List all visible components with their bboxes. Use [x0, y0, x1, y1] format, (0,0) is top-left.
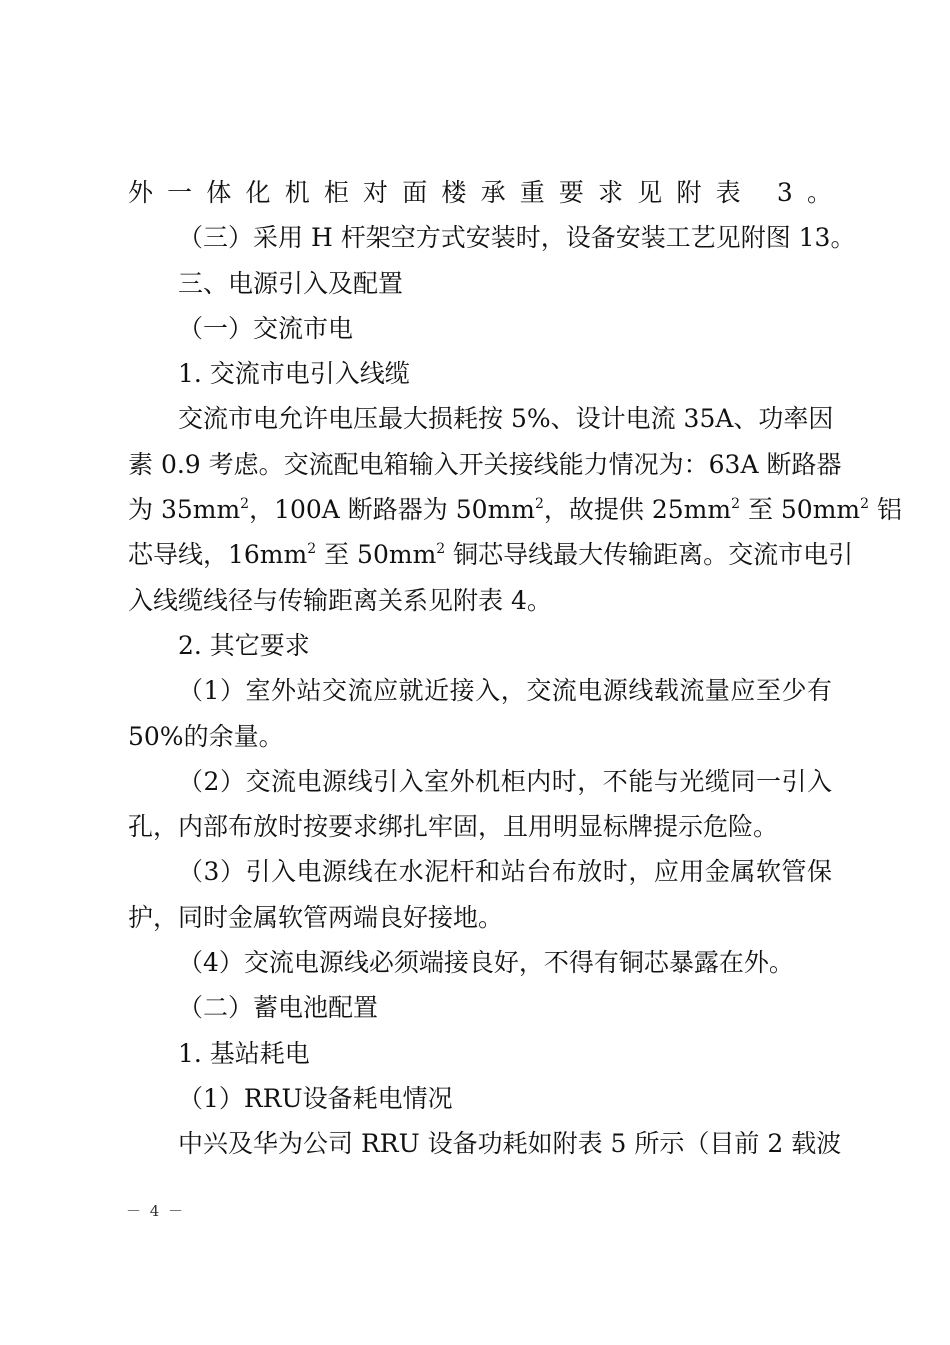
- body-text-line: （4）交流电源线必须端接良好，不得有铜芯暴露在外。: [178, 948, 794, 978]
- section-heading: 三、电源引入及配置: [178, 268, 404, 298]
- text-segment: 铜芯导线最大传输距离。交流市电引: [445, 540, 854, 570]
- body-text-line: 素 0.9 考虑。交流配电箱输入开关接线能力情况为：63A 断路器: [128, 449, 842, 479]
- text-segment: 至 50mm: [740, 495, 861, 525]
- sub-item-heading: （1）RRU设备耗电情况: [178, 1083, 453, 1113]
- numbered-heading: 2. 其它要求: [178, 630, 310, 660]
- text-segment: ，100A 断路器为 50mm: [249, 495, 535, 525]
- superscript: 2: [436, 541, 446, 558]
- body-text-line: 中兴及华为公司 RRU 设备功耗如附表 5 所示（目前 2 载波: [178, 1129, 842, 1159]
- text-segment: 为 35mm: [128, 495, 241, 525]
- text-segment: ，故提供 25mm: [543, 495, 732, 525]
- body-text-line: （3）引入电源线在水泥杆和站台布放时，应用金属软管保: [178, 857, 832, 887]
- body-text-line: 50%的余量。: [128, 721, 284, 751]
- subsection-heading: （二）蓄电池配置: [178, 993, 379, 1023]
- body-text-line: 外一体化机柜对面楼承重要求见附表 3。: [128, 178, 832, 207]
- subsection-heading: （一）交流市电: [178, 313, 354, 343]
- numbered-heading: 1. 交流市电引入线缆: [178, 359, 410, 389]
- page-number: － 4 －: [126, 1202, 186, 1220]
- body-text-line: [128, 487, 902, 532]
- body-text-line: 交流市电允许电压最大损耗按 5%、设计电流 35A、功率因: [178, 404, 834, 434]
- superscript: 2: [307, 541, 317, 558]
- body-text-line: （1）室外站交流应就近接入，交流电源线载流量应至少有: [178, 676, 832, 706]
- numbered-heading: 1. 基站耗电: [178, 1038, 310, 1068]
- subsection-heading: （三）采用 H 杆架空方式安装时，设备安装工艺见附图 13。: [178, 223, 856, 253]
- document-body: [128, 170, 902, 1167]
- body-text-line: 入线缆线径与传输距离关系见附表 4。: [128, 585, 552, 615]
- body-text-line: [128, 532, 854, 577]
- superscript: 2: [860, 496, 870, 513]
- text-segment: 至 50mm: [316, 540, 437, 570]
- superscript: 2: [534, 496, 544, 513]
- superscript: 2: [240, 496, 250, 513]
- text-segment: 铝: [869, 495, 902, 525]
- body-text-line: 护，同时金属软管两端良好接地。: [128, 902, 504, 932]
- superscript: 2: [731, 496, 740, 513]
- body-text-line: 孔，内部布放时按要求绑扎牢固，且用明显标牌提示危险。: [128, 812, 779, 842]
- text-segment: 芯导线，16mm: [128, 540, 308, 570]
- body-text-line: （2）交流电源线引入室外机柜内时，不能与光缆同一引入: [178, 766, 832, 796]
